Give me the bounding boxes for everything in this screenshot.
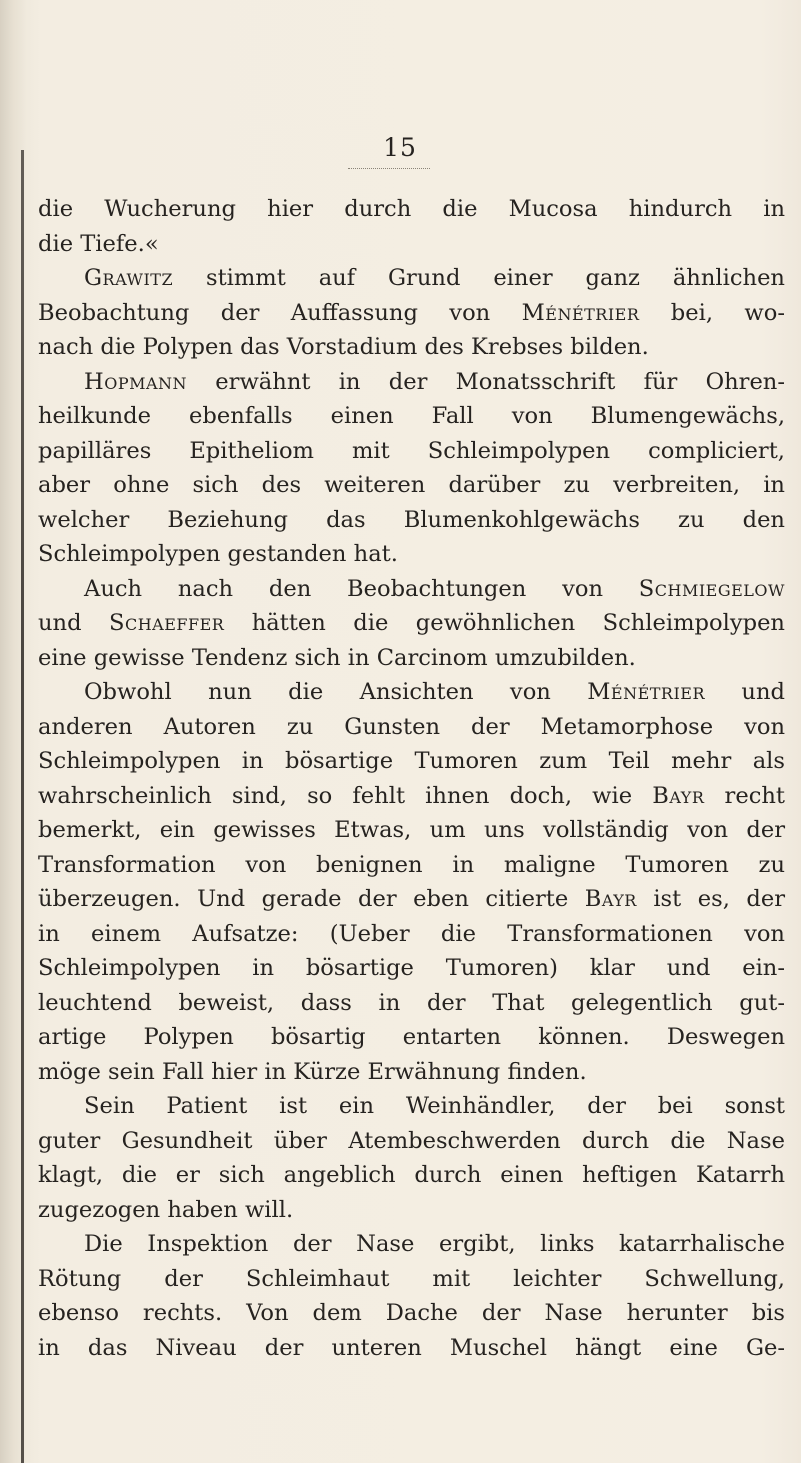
text-line [38,434,785,469]
author-name: Grawitz [84,265,174,291]
text-fragment: Beobachtung der Auffassung von [38,299,522,326]
page-binding-edge [21,150,24,1463]
text-line [38,1331,785,1366]
text-fragment: anderen Autoren zu Gunsten der Metamorphose von [38,713,785,740]
text-fragment: hätten die gewöhnlichen Schleimpolypen [224,610,785,636]
page-number-rule [348,168,430,169]
text-fragment: die Wucherung hier durch die Mucosa hindurch in [38,196,785,222]
author-name: Bayr [652,782,705,809]
text-fragment: Schleimpolypen in bösartige Tumoren) klar und ein- [38,955,785,981]
text-fragment: wahrscheinlich sind, so fehlt ihnen doch, wie [38,782,653,809]
text-line [38,468,785,503]
text-line [38,503,785,538]
body-text [38,192,785,1365]
text-fragment: und [38,610,109,636]
text-fragment: klagt, die er sich angeblich durch einen heftigen Katarrh [38,1162,785,1188]
text-line [38,192,785,227]
text-line [38,1124,785,1159]
text-fragment: artige Polypen bösartig entarten können. Deswegen [38,1024,785,1050]
text-fragment: möge sein Fall hier in Kürze Erwähnung finden. [38,1058,587,1085]
text-line [38,1227,785,1262]
text-fragment: bemerkt, ein gewisses Etwas, um uns vollständig von der [38,817,785,843]
text-fragment: die Tiefe.« [38,230,159,257]
text-line [38,1158,785,1193]
text-line [38,537,785,572]
author-name: Schaeffer [108,610,225,636]
text-fragment: in das Niveau der unteren Muschel hängt eine Ge- [38,1334,785,1361]
text-line [38,744,785,779]
text-line [38,813,785,848]
text-line [38,572,785,607]
text-line [38,261,785,296]
text-fragment: erwähnt in der Monatsschrift für Ohren- [187,368,785,395]
text-fragment: Transformation von benignen in maligne Tumoren zu [38,851,785,878]
text-fragment: aber ohne sich des weiteren darüber zu verbreiten, in [38,472,785,498]
text-fragment: Schleimpolypen in bösartige Tumoren zum Teil mehr als [38,748,785,774]
text-line [38,227,785,262]
text-line [38,675,785,710]
text-fragment: Sein Patient ist ein Weinhändler, der bei sonst [84,1093,785,1119]
text-fragment: Schleimpolypen gestanden hat. [38,541,398,567]
text-fragment: ebenso rechts. Von dem Dache der Nase herunter bis [38,1300,785,1326]
text-line [38,1020,785,1055]
text-line [38,1055,785,1090]
text-fragment: Obwohl nun die Ansichten von [84,679,588,705]
text-fragment: heilkunde ebenfalls einen Fall von Blumengewächs, [38,403,785,429]
text-line [38,606,785,641]
text-line [38,399,785,434]
text-fragment: bei, wo- [639,299,785,326]
author-name: Schmiegelow [638,575,785,602]
text-line [38,779,785,814]
text-line [38,1193,785,1228]
text-line [38,365,785,400]
text-line [38,1296,785,1331]
text-fragment: Die Inspektion der Nase ergibt, links katarrhalische [84,1231,785,1257]
text-fragment: papilläres Epitheliom mit Schleimpolypen compliciert, [38,437,785,464]
text-line [38,848,785,883]
text-fragment: nach die Polypen das Vorstadium des Krebses bilden. [38,334,649,360]
author-name: Ménétrier [587,679,706,705]
text-fragment: überzeugen. Und gerade der eben citierte [38,886,585,912]
text-fragment: stimmt auf Grund einer ganz ähnlichen [173,265,785,291]
text-fragment: guter Gesundheit über Atembeschwerden durch die Nase [38,1127,785,1154]
text-fragment: und [705,679,785,705]
text-fragment: Rötung der Schleimhaut mit leichter Schwellung, [38,1265,785,1292]
text-fragment: recht [704,782,785,809]
text-line [38,1089,785,1124]
text-fragment: ist es, der [636,886,785,912]
page-number: 15 [383,133,417,162]
text-line [38,951,785,986]
text-line [38,986,785,1021]
author-name: Ménétrier [521,299,640,326]
text-fragment: zugezogen haben will. [38,1196,294,1223]
author-name: Bayr [584,886,637,912]
text-fragment: Auch nach den Beobachtungen von [84,575,639,602]
text-line [38,917,785,952]
author-name: Hopmann [84,368,188,395]
text-line [38,296,785,331]
text-line [38,710,785,745]
text-line [38,1262,785,1297]
text-fragment: eine gewisse Tendenz sich in Carcinom umzubilden. [38,644,636,671]
text-fragment: in einem Aufsatze: (Ueber die Transformationen von [38,920,785,947]
text-line [38,641,785,676]
text-line [38,882,785,917]
text-fragment: welcher Beziehung das Blumenkohlgewächs zu den [38,506,785,533]
text-line [38,330,785,365]
text-fragment: leuchtend beweist, dass in der That gelegentlich gut- [38,989,785,1016]
